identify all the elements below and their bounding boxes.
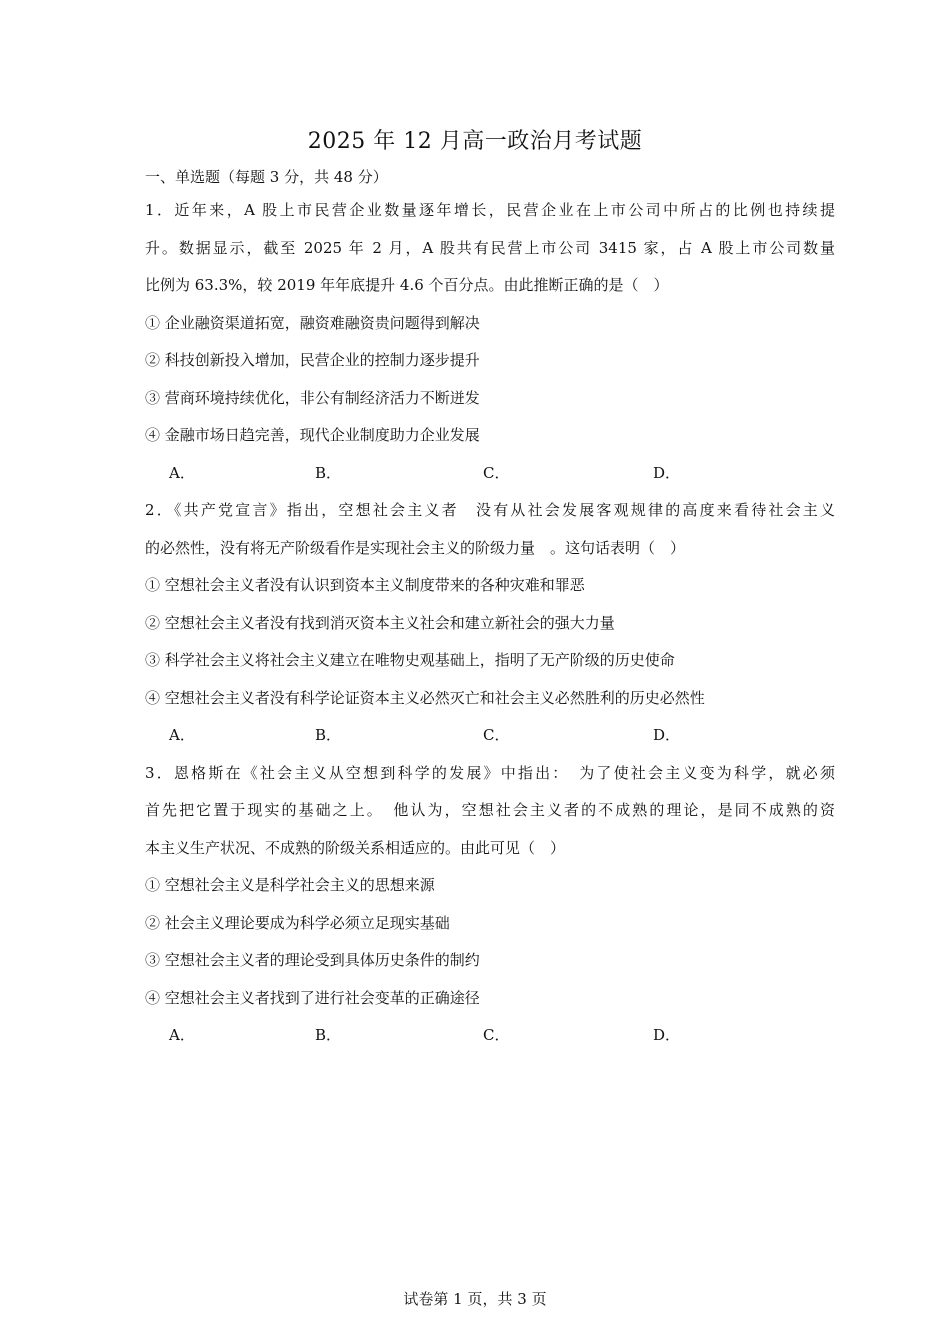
question-1-stem-line-1: 1．近年来，A 股上市民营企业数量逐年增长，民营企业在上市公司中所占的比例也持续提 xyxy=(145,201,835,219)
question-2-statement-1: ① 空想社会主义者没有认识到资本主义制度带来的各种灾难和罪恶 xyxy=(145,576,585,594)
question-1 xyxy=(145,192,835,492)
section-header: 一、单选题（每题 3 分，共 48 分） xyxy=(145,168,388,186)
question-3-choice-c[interactable]: C． xyxy=(483,1026,510,1044)
question-1-statement-1: ① 企业融资渠道拓宽，融资难融资贵问题得到解决 xyxy=(145,313,480,332)
question-1-choice-c[interactable]: C． xyxy=(483,463,510,482)
question-3-choice-b[interactable]: B． xyxy=(315,1026,342,1044)
question-1-stem-line-2: 升。数据显示，截至 2025 年 2 月，A 股共有民营上市公司 3415 家，占 A 股上市公司数量 xyxy=(145,238,835,257)
question-2 xyxy=(145,492,835,755)
question-3-stem-line-1: 3．恩格斯在《社会主义从空想到科学的发展》中指出： 为了使社会主义变为科学，就必须 xyxy=(145,763,835,782)
question-1-statement-2: ② 科技创新投入增加，民营企业的控制力逐步提升 xyxy=(145,351,480,369)
question-1-choice-d[interactable]: D． xyxy=(653,463,681,482)
question-3-stem-line-3: 本主义生产状况、不成熟的阶级关系相适应的。由此可见（ ） xyxy=(145,838,566,857)
question-1-stem-line-3: 比例为 63.3%，较 2019 年年底提升 4.6 个百分点。由此推断正确的是（ ） xyxy=(145,276,669,294)
question-1-statement-3: ③ 营商环境持续优化，非公有制经济活力不断迸发 xyxy=(145,388,480,407)
exam-content xyxy=(145,162,835,1055)
question-3 xyxy=(145,755,835,1055)
page-footer: 试卷第 1 页，共 3 页 xyxy=(403,1290,547,1308)
question-3-choice-d[interactable]: D． xyxy=(653,1026,681,1044)
question-3-choices xyxy=(145,1017,835,1055)
question-2-statement-3: ③ 科学社会主义将社会主义建立在唯物史观基础上，指明了无产阶级的历史使命 xyxy=(145,651,675,669)
page-title: 2025 年 12 月高一政治月考试题 xyxy=(307,129,643,154)
question-2-choices xyxy=(145,717,835,755)
question-1-choice-b[interactable]: B． xyxy=(315,463,342,482)
question-3-statement-4: ④ 空想社会主义者找到了进行社会变革的正确途径 xyxy=(145,988,480,1007)
question-2-stem-line-2: 的必然性，没有将无产阶级看作是实现社会主义的阶级力量 。这句话表明（ ） xyxy=(145,538,686,557)
question-2-statement-2: ② 空想社会主义者没有找到消灭资本主义社会和建立新社会的强大力量 xyxy=(145,613,615,632)
question-3-stem-line-2: 首先把它置于现实的基础之上。 他认为，空想社会主义者的不成熟的理论，是同不成熟的资 xyxy=(145,801,835,819)
question-2-statement-4: ④ 空想社会主义者没有科学论证资本主义必然灭亡和社会主义必然胜利的历史必然性 xyxy=(145,688,705,707)
question-2-choice-c[interactable]: C． xyxy=(483,726,510,744)
question-2-stem-line-1: 2．《共产党宣言》指出，空想社会主义者 没有从社会发展客观规律的高度来看待社会主义 xyxy=(145,501,835,519)
question-1-choices xyxy=(145,455,835,493)
question-1-choice-a[interactable]: A． xyxy=(169,463,195,482)
question-2-choice-d[interactable]: D． xyxy=(653,726,681,744)
question-3-choice-a[interactable]: A． xyxy=(169,1026,195,1044)
question-3-statement-2: ② 社会主义理论要成为科学必须立足现实基础 xyxy=(145,913,450,932)
question-3-statement-3: ③ 空想社会主义者的理论受到具体历史条件的制约 xyxy=(145,951,480,969)
question-2-choice-b[interactable]: B． xyxy=(315,726,342,744)
question-2-choice-a[interactable]: A． xyxy=(169,726,195,744)
question-3-statement-1: ① 空想社会主义是科学社会主义的思想来源 xyxy=(145,876,435,894)
question-1-statement-4: ④ 金融市场日趋完善，现代企业制度助力企业发展 xyxy=(145,426,480,444)
